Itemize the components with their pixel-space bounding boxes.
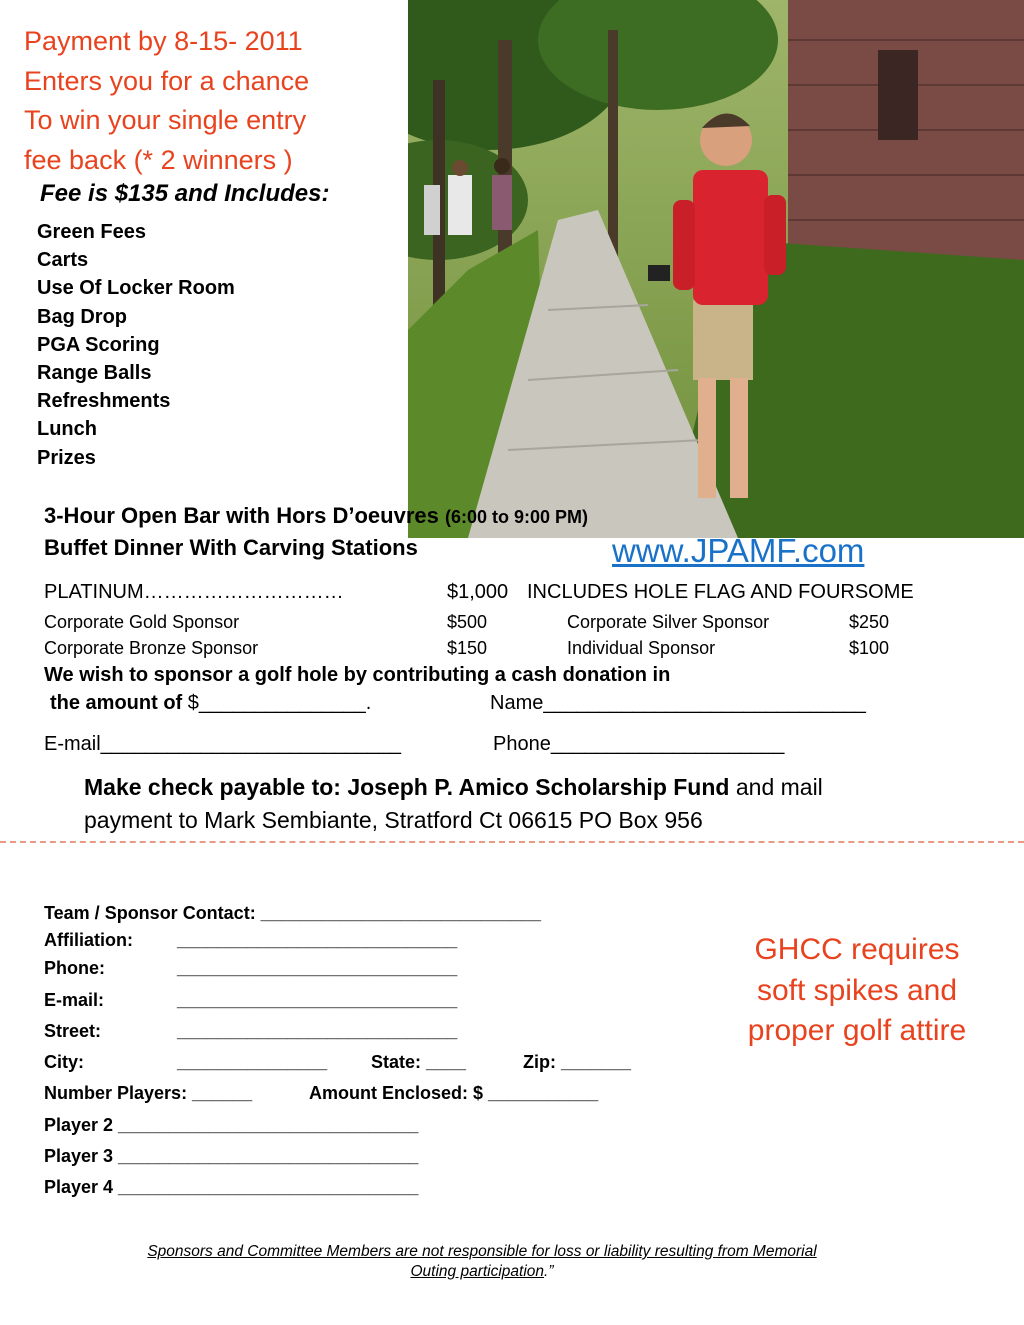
street-field[interactable]: ____________________________ [177,1021,458,1041]
dress-code-note [722,930,992,1052]
photo-illustration [408,0,1024,538]
phone-field[interactable]: ____________________________ [177,958,458,978]
payment-instructions [84,771,823,837]
list-item: Prizes [37,446,96,469]
number-players-field[interactable]: Number Players: ______ [44,1083,253,1103]
bronze-sponsor-label: Corporate Bronze Sponsor [44,638,259,658]
list-item: Refreshments [37,390,171,413]
affiliation-label: Affiliation: [44,930,133,950]
payment-line [84,771,823,804]
promo-line: fee back (* 2 winners ) [24,144,293,175]
city-field[interactable]: _______________ [177,1052,328,1072]
donation-amount-line [50,692,371,715]
phone-label: Phone: [44,958,105,978]
open-bar-line [44,503,588,529]
dress-code-line: proper golf attire [747,1014,967,1047]
donor-phone-field[interactable]: Phone_____________________ [493,733,785,755]
disclaimer [60,1242,904,1282]
website-link[interactable]: www.JPAMF.com [612,532,865,569]
state-field[interactable]: State: ____ [371,1052,467,1072]
list-item: Range Balls [37,362,152,385]
payment-address: payment to Mark Sembiante, Stratford Ct 06615 PO Box 956 [84,807,703,833]
individual-sponsor-label: Individual Sponsor [567,638,716,658]
fee-heading: Fee is $135 and Includes: [40,180,330,207]
list-item: Use Of Locker Room [37,277,235,300]
zip-field[interactable]: Zip: _______ [523,1052,632,1072]
street-label: Street: [44,1021,102,1041]
affiliation-field[interactable]: ____________________________ [177,930,458,950]
email-label: E-mail: [44,990,105,1010]
list-item: Lunch [37,418,97,441]
player-4-field[interactable]: Player 4 ______________________________ [44,1177,419,1197]
gold-sponsor-label: Corporate Gold Sponsor [44,612,240,632]
payment-mail: and mail [735,774,823,800]
silver-sponsor-label: Corporate Silver Sponsor [567,612,770,632]
disclaimer-line: Sponsors and Committee Members are not responsible for loss or liability resulting from Memorial [147,1243,817,1260]
amount-enclosed-field[interactable]: Amount Enclosed: $ ___________ [309,1083,599,1103]
player-3-field[interactable]: Player 3 ______________________________ [44,1146,419,1166]
dress-code-line: soft spikes and [756,973,958,1007]
dress-code-line: GHCC requires [754,933,960,966]
payable-to: Make check payable to: Joseph P. Amico Scholarship Fund [84,774,730,800]
donation-line: We wish to sponsor a golf hole by contributing a cash donation in [44,664,671,686]
city-label: City: [44,1052,84,1072]
fee-includes-list [37,218,235,472]
list-item: Green Fees [37,221,146,243]
donor-name-field[interactable]: Name_____________________________ [490,692,866,714]
individual-sponsor-amount: $100 [849,638,890,658]
donation-amount-field[interactable]: $_______________. [187,692,372,714]
disclaimer-suffix: .” [544,1263,554,1280]
open-bar-text: 3-Hour Open Bar with Hors D’oeuvres [44,503,439,528]
promo-line: Payment by 8-15- 2011 [24,26,303,56]
donation-amount-label: the amount of [50,692,183,714]
donor-email-field[interactable]: E-mail___________________________ [44,733,401,755]
cut-line-divider [0,841,1024,843]
player-2-field[interactable]: Player 2 ______________________________ [44,1115,419,1135]
silver-sponsor-amount: $250 [849,612,890,632]
gold-sponsor-amount: $500 [447,612,488,632]
platinum-label: PLATINUM………………………… [44,581,344,603]
bronze-sponsor-amount: $150 [447,638,488,658]
open-bar-time: (6:00 to 9:00 PM) [444,507,589,527]
contact-field[interactable]: Team / Sponsor Contact: ____________________________ [44,903,541,923]
promo-line: To win your single entry [24,105,307,135]
promo-text [24,22,404,180]
dinner-line: Buffet Dinner With Carving Stations [44,535,418,560]
disclaimer-line: Outing participation [410,1263,545,1280]
platinum-note: INCLUDES HOLE FLAG AND FOURSOME [527,581,914,603]
event-photo [408,0,1024,538]
list-item: Carts [37,249,89,272]
email-field[interactable]: ____________________________ [177,990,458,1010]
list-item: PGA Scoring [37,333,160,356]
list-item: Bag Drop [37,305,127,328]
promo-line: Enters you for a chance [24,65,310,96]
platinum-amount: $1,000 [447,581,509,603]
